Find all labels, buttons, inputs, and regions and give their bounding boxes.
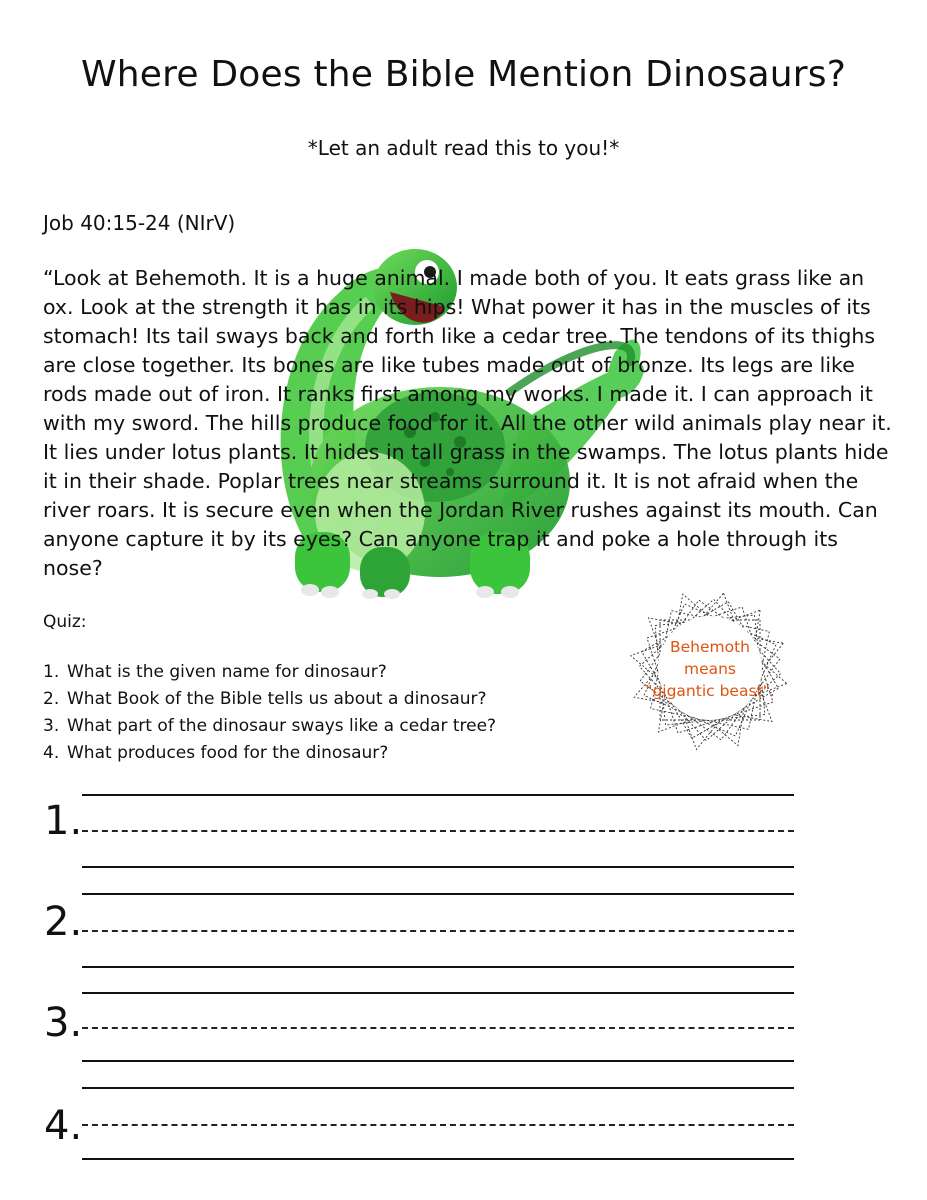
subtitle: *Let an adult read this to you!* (307, 136, 620, 160)
badge-line: "gigantic beast". (645, 682, 775, 700)
question-text: What produces food for the dinosaur? (67, 743, 389, 763)
answer-line-mid[interactable] (82, 1027, 794, 1029)
answer-number: 4. (44, 1103, 83, 1149)
answer-number: 2. (44, 899, 83, 945)
answer-line-top (82, 893, 794, 895)
page-title: Where Does the Bible Mention Dinosaurs? (80, 54, 846, 95)
badge-line: means (683, 660, 737, 678)
question-text: What Book of the Bible tells us about a dinosaur? (67, 689, 487, 709)
answer-line-mid[interactable] (82, 830, 794, 832)
question-number: 3. (43, 716, 60, 736)
scripture-reference: Job 40:15-24 (NIrV) (43, 211, 236, 235)
question-text: What part of the dinosaur sways like a cedar tree? (67, 716, 497, 736)
question-text: What is the given name for dinosaur? (67, 662, 387, 682)
scripture-passage: “Look at Behemoth. It is a huge animal. I made both of you. It eats grass like an ox. Look at the strength it has in its hips! What power it has in the muscles of its stomach! Its tail sways back and forth like a cedar tree. The tendons of its thighs are close together. Its bones are like tubes made out of bronze. Its legs are like rods made out of iron. It ranks first among my works. I made it. I can approach it with my sword. The hills produce food for it. All the other wild animals play near it. It lies under lotus plants. It hides in tall grass in the swamps. The lotus plants hide it in their shade. Poplar trees near streams surround it. It is not afraid when the river roars. It is secure even when the Jordan River rushes against its mouth. Can anyone capture it by its eyes? Can anyone trap it and poke a hole through its nose? (43, 266, 892, 580)
badge-line: Behemoth (669, 638, 750, 656)
quiz-label: Quiz: (43, 612, 87, 632)
question-number: 4. (43, 743, 60, 763)
question-number: 2. (43, 689, 60, 709)
answer-number: 3. (44, 1000, 83, 1046)
question-number: 1. (43, 662, 60, 682)
answer-line-base (82, 866, 794, 868)
answer-line-base (82, 1060, 794, 1062)
answer-number: 1. (44, 798, 83, 844)
answer-line-mid[interactable] (82, 1124, 794, 1126)
answer-line-top (82, 794, 794, 796)
answer-line-base (82, 1158, 794, 1160)
answer-line-top (82, 1087, 794, 1089)
answer-line-base (82, 966, 794, 968)
answer-line-mid[interactable] (82, 930, 794, 932)
answer-line-top (82, 992, 794, 994)
